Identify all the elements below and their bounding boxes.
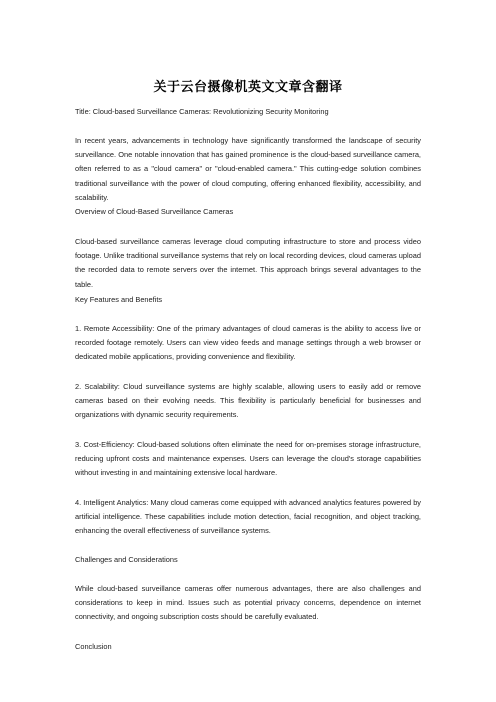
feature-remote-accessibility: 1. Remote Accessibility: One of the primary advantages of cloud cameras is the ability to access live or recorded footage remotely. Users can view video feeds and manage settings through a web browser or dedicated mobile applications, providing convenience and flexibility.	[75, 324, 421, 362]
feature-intelligent-analytics: 4. Intelligent Analytics: Many cloud cameras come equipped with advanced analytics features powered by artificial intelligence. These capabilities include motion detection, facial recognition, and object tracking, enhancing the overall effectiveness of surveillance systems.	[75, 498, 421, 536]
challenges-heading: Challenges and Considerations	[75, 555, 178, 564]
feature-cost-efficiency: 3. Cost-Efficiency: Cloud-based solutions often eliminate the need for on-premises storage infrastructure, reducing upfront costs and maintenance expenses. Users can leverage the cloud's storage capabilities without investing in and maintaining extensive local hardware.	[75, 440, 421, 478]
features-heading: Key Features and Benefits	[75, 295, 163, 304]
document-title: 关于云台摄像机英文文章含翻译	[153, 80, 343, 95]
intro-paragraph: In recent years, advancements in technology have significantly transformed the landscape of security surveillance. One notable innovation that has gained prominence is the cloud-based surveillance camera, often referred to as a "cloud camera" or "cloud-enabled camera." This cutting-edge solution combines traditional surveillance with the power of cloud computing, offering enhanced flexibility, accessibility, and scalability.	[75, 136, 421, 202]
overview-heading: Overview of Cloud-Based Surveillance Cameras	[75, 207, 234, 216]
conclusion-heading: Conclusion	[75, 642, 112, 651]
article-title-line: Title: Cloud-based Surveillance Cameras: Revolutionizing Security Monitoring	[75, 107, 329, 116]
feature-scalability: 2. Scalability: Cloud surveillance systems are highly scalable, allowing users to easily add or remove cameras based on their evolving needs. This flexibility is particularly beneficial for businesses and organizations with dynamic security requirements.	[75, 382, 421, 420]
challenges-paragraph: While cloud-based surveillance cameras offer numerous advantages, there are also challenges and considerations to keep in mind. Issues such as potential privacy concerns, dependence on internet connectivity, and ongoing subscription costs should be carefully evaluated.	[75, 584, 421, 622]
overview-paragraph: Cloud-based surveillance cameras leverage cloud computing infrastructure to store and process video footage. Unlike traditional surveillance systems that rely on local recording devices, cloud cameras upload the recorded data to remote servers over the internet. This approach brings several advantages to the table.	[75, 237, 421, 289]
